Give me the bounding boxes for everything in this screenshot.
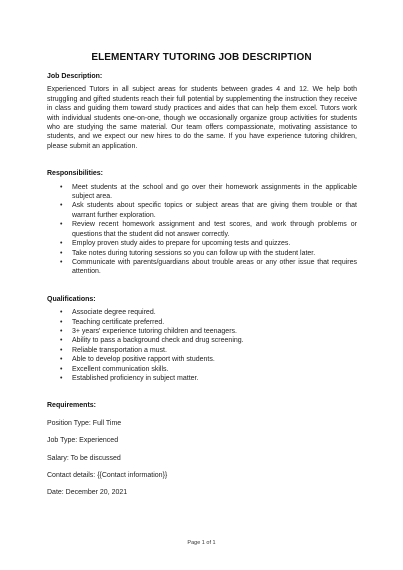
- bullet-icon: •: [60, 258, 63, 266]
- page-footer: Page 1 of 1: [187, 540, 216, 546]
- list-item: • Ask students about specific topics or subject areas that are giving them trouble or that warrant further exploration.: [60, 202, 357, 219]
- requirements-heading: Requirements:: [47, 402, 97, 410]
- bullet-icon: •: [60, 374, 63, 382]
- document-title: ELEMENTARY TUTORING JOB DESCRIPTION: [91, 52, 312, 63]
- list-item: • 3+ years' experience tutoring children and teenagers.: [60, 327, 237, 335]
- qualifications-heading: Qualifications:: [47, 295, 96, 303]
- requirements-section: [47, 401, 357, 497]
- list-item: • Reliable transportation a must.: [60, 346, 167, 354]
- bullet-icon: •: [60, 249, 63, 257]
- job-description-text: Experienced Tutors in all subject areas for students between grades 4 and 12. We help both struggling and gifted students reach their full potential by supplementing the instruction they receive in class and guiding them toward study practices and aides that can help them excel. Tutors work with individual students one-on-one, though we occasionally organize group activities for students who are studying the same material. Our team offers compassionate, motivating assistance to students, and we expect our new hires to do the same. If you have experience tutoring children, please submit an application.: [47, 86, 357, 150]
- list-item: • Associate degree required.: [60, 309, 156, 317]
- salary: Salary: To be discussed: [47, 454, 121, 462]
- list-item: • Established proficiency in subject matter.: [60, 374, 199, 382]
- list-item: • Able to develop positive rapport with students.: [60, 356, 215, 364]
- bullet-icon: •: [60, 202, 63, 210]
- bullet-icon: •: [60, 240, 63, 248]
- list-item: • Communicate with parents/guardians about trouble areas or any other issue that requires attention.: [60, 258, 357, 276]
- list-item: • Review recent homework assignment and test scores, and work through problems or questions that the student did not answer correctly.: [60, 221, 357, 238]
- document-body: [47, 72, 357, 498]
- list-item: • Teaching certificate preferred.: [60, 318, 165, 326]
- bullet-icon: •: [60, 365, 63, 373]
- bullet-icon: •: [60, 309, 63, 317]
- list-item: • Excellent communication skills.: [60, 365, 169, 373]
- qualifications-list: [47, 308, 357, 383]
- bullet-icon: •: [60, 221, 63, 229]
- contact-details: Contact details: {{Contact information}}: [47, 472, 168, 479]
- bullet-icon: •: [60, 327, 63, 335]
- list-item: • Take notes during tutoring sessions so you can follow up with the student later.: [60, 249, 316, 257]
- responsibilities-section: [47, 169, 357, 276]
- list-item: • Ability to pass a background check and drug screening.: [60, 337, 244, 345]
- responsibilities-list: [47, 183, 357, 277]
- bullet-icon: •: [60, 346, 63, 354]
- bullet-icon: •: [60, 183, 63, 191]
- list-item: • Employ proven study aides to prepare for upcoming tests and quizzes.: [60, 240, 291, 248]
- position-type: Position Type: Full Time: [47, 419, 122, 427]
- qualifications-section: [47, 295, 357, 384]
- list-item: • Meet students at the school and go over their homework assignments in the applicable subject area.: [60, 183, 357, 201]
- responsibilities-heading: Responsibilities:: [47, 170, 104, 178]
- job-description-heading: Job Description:: [47, 73, 103, 80]
- bullet-icon: •: [60, 318, 63, 326]
- job-type: Job Type: Experienced: [47, 437, 119, 445]
- bullet-icon: •: [60, 356, 63, 364]
- job-description-section: [47, 72, 357, 151]
- bullet-icon: •: [60, 337, 63, 345]
- date: Date: December 20, 2021: [47, 489, 128, 497]
